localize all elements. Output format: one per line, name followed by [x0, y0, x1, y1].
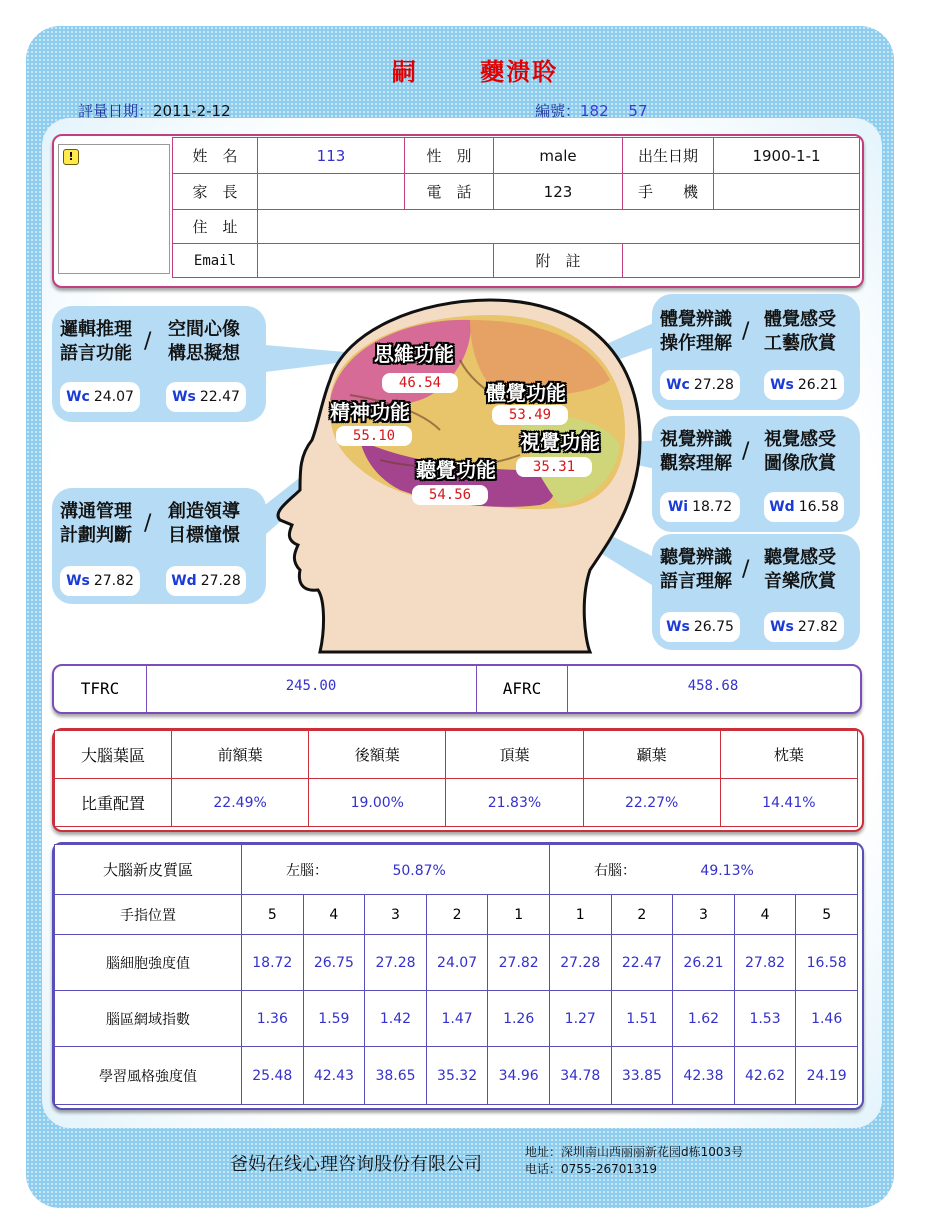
- cell: 5: [242, 895, 304, 935]
- birth-value: 1900-1-1: [714, 138, 860, 174]
- visual-chip1: Wi 18.72: [660, 492, 740, 522]
- bodysense-line1b: 體覺感受: [764, 309, 836, 330]
- lobes-table: [54, 730, 858, 827]
- cell: 2: [426, 895, 488, 935]
- function-spirit-score: 55.10: [336, 426, 412, 446]
- function-vision-label: 視覺功能: [520, 430, 600, 454]
- date-label: 評量日期：: [78, 102, 154, 120]
- logic-chip1: Wc 24.07: [60, 382, 140, 412]
- function-body-score: 53.49: [492, 405, 568, 425]
- bubble-auditory: [652, 534, 860, 650]
- warning-icon: !: [63, 149, 79, 165]
- cell: 27.28: [365, 935, 427, 991]
- cell: 33.85: [611, 1047, 673, 1105]
- tfrc-value: 245.00: [285, 678, 337, 694]
- table-row: [55, 895, 858, 935]
- cell: 34.78: [549, 1047, 611, 1105]
- mobile-label: 手 機: [623, 174, 714, 210]
- visual-line1: 視覺辨識: [660, 429, 732, 450]
- cell: 5: [796, 895, 858, 935]
- lobe-value: 21.83%: [446, 779, 583, 827]
- table-row: [55, 1047, 858, 1105]
- auditory-chip1: Ws 26.75: [660, 612, 740, 642]
- cell: 42.62: [734, 1047, 796, 1105]
- name-label: 姓 名: [173, 138, 258, 174]
- gender-value: male: [494, 138, 623, 174]
- function-spirit-label: 精神功能: [330, 400, 410, 424]
- id-label: 編號：: [535, 102, 581, 120]
- lobes-header-label: 大腦葉區: [55, 731, 172, 779]
- comm-line1: 溝通管理: [60, 501, 132, 522]
- cell: 42.38: [673, 1047, 735, 1105]
- auditory-line2b: 音樂欣賞: [764, 571, 836, 592]
- comm-line2b: 目標憧憬: [168, 525, 240, 546]
- cell: 3: [673, 895, 735, 935]
- table-row: [55, 991, 858, 1047]
- auditory-line1b: 聽覺感受: [764, 547, 836, 568]
- function-vision-score: 35.31: [516, 457, 592, 477]
- note-label: 附 註: [494, 244, 623, 278]
- cell: 1: [549, 895, 611, 935]
- birth-label: 出生日期: [623, 138, 714, 174]
- cortex-header-label: 大腦新皮質區: [55, 845, 242, 895]
- phone-value: 123: [494, 174, 623, 210]
- visual-slash: /: [742, 439, 750, 464]
- cell: 16.58: [796, 935, 858, 991]
- gender-label: 性 別: [405, 138, 494, 174]
- cell: 27.82: [488, 935, 550, 991]
- cell: 26.75: [303, 935, 365, 991]
- cell: 1.62: [673, 991, 735, 1047]
- lobes-weight-label: 比重配置: [55, 779, 172, 827]
- bodysense-line1: 體覺辨識: [660, 309, 732, 330]
- comm-chip1: Ws 27.82: [60, 566, 140, 596]
- footer-phone: 电话：0755-26701319: [525, 1162, 657, 1176]
- function-body-label: 體覺功能: [486, 381, 566, 405]
- logic-line2b: 構思擬想: [168, 343, 240, 364]
- cell: 1: [488, 895, 550, 935]
- cell: 1.46: [796, 991, 858, 1047]
- function-thinking-label: 思維功能: [374, 342, 454, 366]
- parent-label: 家 長: [173, 174, 258, 210]
- bubble-bodysense: [652, 294, 860, 410]
- cell: 22.47: [611, 935, 673, 991]
- function-hearing-label: 聽覺功能: [416, 458, 496, 482]
- visual-line2: 觀察理解: [660, 453, 732, 474]
- tfrc-label: TFRC: [54, 666, 147, 712]
- bodysense-chip1: Wc 27.28: [660, 370, 740, 400]
- logic-line1: 邏輯推理: [60, 319, 132, 340]
- rc-box: [52, 664, 862, 714]
- phone-label: 電 話: [405, 174, 494, 210]
- auditory-line1: 聽覺辨識: [660, 547, 732, 568]
- footer-company: 爸妈在线心理咨询股份有限公司: [230, 1154, 482, 1175]
- cell: 35.32: [426, 1047, 488, 1105]
- logic-line2: 語言功能: [60, 343, 132, 364]
- visual-line1b: 視覺感受: [764, 429, 836, 450]
- table-row: [55, 935, 858, 991]
- cell: 34.96: [488, 1047, 550, 1105]
- right-brain-value: 49.13%: [700, 862, 754, 879]
- cell: 24.19: [796, 1047, 858, 1105]
- right-brain-label: 右腦：: [593, 862, 636, 879]
- row-label: 手指位置: [55, 895, 242, 935]
- row-label: 學習風格強度值: [55, 1047, 242, 1105]
- auditory-chip2: Ws 27.82: [764, 612, 844, 642]
- cell: 26.21: [673, 935, 735, 991]
- footer-contact: [525, 1144, 743, 1178]
- cell: 1.53: [734, 991, 796, 1047]
- lobe-name: 後額葉: [309, 731, 446, 779]
- right-brain-cell: [549, 845, 857, 895]
- report-title: 嗣 蘷溃聆: [391, 58, 559, 86]
- auditory-line2: 語言理解: [660, 571, 732, 592]
- comm-line1b: 創造領導: [168, 501, 240, 522]
- cell: 27.82: [734, 935, 796, 991]
- comm-chip2: Wd 27.28: [166, 566, 246, 596]
- left-brain-value: 50.87%: [392, 862, 446, 879]
- cell: 1.42: [365, 991, 427, 1047]
- bodysense-slash: /: [742, 319, 750, 344]
- cell: 1.26: [488, 991, 550, 1047]
- cell: 1.47: [426, 991, 488, 1047]
- comm-slash: /: [144, 511, 152, 536]
- cell: 1.59: [303, 991, 365, 1047]
- row-label: 腦區網域指數: [55, 991, 242, 1047]
- cell: 1.27: [549, 991, 611, 1047]
- cell: 3: [365, 895, 427, 935]
- cell: 1.36: [242, 991, 304, 1047]
- logic-line1b: 空間心像: [168, 319, 240, 340]
- lobe-value: 22.49%: [172, 779, 309, 827]
- address-label: 住 址: [173, 210, 258, 244]
- cell: 18.72: [242, 935, 304, 991]
- visual-chip2: Wd 16.58: [764, 492, 844, 522]
- bodysense-chip2: Ws 26.21: [764, 370, 844, 400]
- lobe-name: 顳葉: [583, 731, 720, 779]
- lobe-value: 14.41%: [720, 779, 857, 827]
- cell: 1.51: [611, 991, 673, 1047]
- bubble-comm: [52, 488, 266, 604]
- logic-slash: /: [144, 329, 152, 354]
- cell: 27.28: [549, 935, 611, 991]
- cell: 4: [303, 895, 365, 935]
- left-brain-cell: [242, 845, 550, 895]
- comm-line2: 計劃判斷: [60, 525, 132, 546]
- cell: 24.07: [426, 935, 488, 991]
- function-thinking-score: 46.54: [382, 373, 458, 393]
- function-hearing-score: 54.56: [412, 485, 488, 505]
- lobe-value: 19.00%: [309, 779, 446, 827]
- afrc-value: 458.68: [687, 678, 739, 694]
- name-value: 113: [258, 138, 405, 174]
- cell: 25.48: [242, 1047, 304, 1105]
- footer-address: 地址：深圳南山西丽丽新花园d栋1003号: [525, 1145, 744, 1159]
- cell: 2: [611, 895, 673, 935]
- bodysense-line2b: 工藝欣賞: [764, 333, 836, 354]
- row-label: 腦細胞強度值: [55, 935, 242, 991]
- left-brain-label: 左腦：: [286, 862, 328, 879]
- afrc-label: AFRC: [476, 666, 568, 712]
- bodysense-line2: 操作理解: [660, 333, 732, 354]
- bubble-visual: [652, 416, 860, 532]
- lobe-value: 22.27%: [583, 779, 720, 827]
- id-value: 182 57: [580, 102, 648, 120]
- cell: 4: [734, 895, 796, 935]
- cortex-table: [54, 844, 858, 1105]
- cell: 42.43: [303, 1047, 365, 1105]
- lobe-name: 枕葉: [720, 731, 857, 779]
- date-value: 2011-2-12: [153, 102, 231, 120]
- visual-line2b: 圖像欣賞: [764, 453, 836, 474]
- lobe-name: 前額葉: [172, 731, 309, 779]
- lobe-name: 頂葉: [446, 731, 583, 779]
- email-label: Email: [173, 244, 258, 278]
- auditory-slash: /: [742, 557, 750, 582]
- logic-chip2: Ws 22.47: [166, 382, 246, 412]
- cell: 38.65: [365, 1047, 427, 1105]
- bubble-logic: [52, 306, 266, 422]
